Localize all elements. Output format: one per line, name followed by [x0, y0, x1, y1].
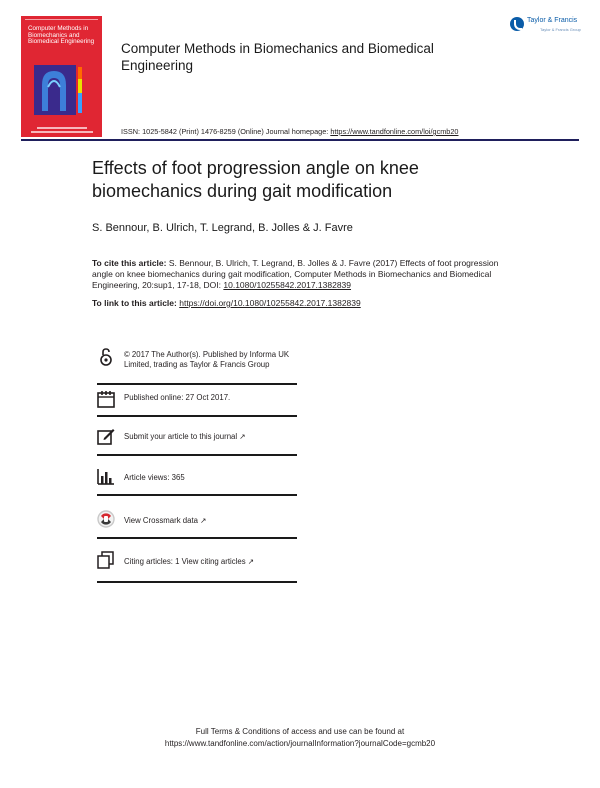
crossmark-link[interactable]	[124, 516, 304, 526]
published-date-text: Published online: 27 Oct 2017.	[124, 393, 231, 402]
open-access-icon	[97, 348, 115, 366]
citation-text: S. Bennour, B. Ulrich, T. Legrand, B. Jolles & J. Favre (2017) Effects of foot progression angle on knee biomechanics during gait modification, Computer Methods in Biomechanics and Biomedical Engineering, 20:sup1, 17-18, DOI:	[92, 258, 499, 291]
info-divider	[97, 537, 297, 539]
publisher-logo-icon	[510, 17, 524, 31]
external-link-icon: ↗	[239, 432, 246, 441]
external-link-icon: ↗	[200, 516, 207, 525]
published-item	[97, 388, 297, 413]
journal-homepage-link[interactable]: https://www.tandfonline.com/loi/gcmb20	[330, 127, 459, 136]
submit-article-link[interactable]	[124, 432, 304, 442]
cover-footer-line	[37, 127, 87, 129]
article-authors: S. Bennour, B. Ulrich, T. Legrand, B. Jolles & J. Favre	[92, 222, 353, 234]
license-item	[97, 347, 297, 387]
terms-footer-url[interactable]: https://www.tandfonline.com/action/journalInformation?journalCode=gcmb20	[164, 738, 436, 748]
citation	[92, 258, 512, 292]
terms-footer	[100, 726, 500, 749]
cover-image	[32, 61, 92, 119]
info-divider	[97, 454, 297, 456]
copy-icon	[97, 551, 115, 569]
publisher-logo-sub: Taylor & Francis Group	[540, 27, 581, 32]
info-divider	[97, 581, 297, 583]
calendar-icon	[97, 390, 115, 408]
journal-cover	[21, 16, 102, 137]
crossmark-label: View Crossmark data	[124, 516, 198, 525]
citing-articles-item[interactable]	[97, 549, 297, 574]
issn-line	[121, 127, 591, 136]
article-views-item	[97, 465, 297, 490]
info-divider	[97, 415, 297, 417]
publisher-logo[interactable]	[510, 15, 586, 37]
article-doi-url[interactable]: https://doi.org/10.1080/10255842.2017.1382839	[179, 298, 361, 308]
terms-footer-line: Full Terms & Conditions of access and use can be found at	[195, 727, 405, 736]
citing-articles-link[interactable]	[124, 557, 304, 567]
header-rule	[21, 139, 579, 141]
edit-icon	[97, 427, 115, 445]
journal-title: Computer Methods in Biomechanics and Biomedical Engineering	[121, 41, 434, 73]
external-link-icon: ↗	[247, 557, 255, 566]
article-title: Effects of foot progression angle on knee biomechanics during gait modification	[92, 158, 419, 201]
cover-footer-line	[31, 131, 93, 133]
info-divider	[97, 494, 297, 496]
crossmark-item[interactable]	[97, 508, 297, 533]
article-link-label: To link to this article:	[92, 298, 177, 308]
issn-text: ISSN: 1025-5842 (Print) 1476-8259 (Online) Journal homepage:	[121, 127, 331, 136]
bar-chart-icon	[97, 467, 115, 485]
article-views-text: Article views: 365	[124, 473, 185, 482]
article-link	[92, 298, 512, 308]
citing-articles-label: Citing articles: 1 View citing articles	[124, 557, 246, 566]
citation-doi-link[interactable]: 10.1080/10255842.2017.1382839	[223, 280, 352, 291]
publisher-logo-name: Taylor & Francis	[527, 17, 578, 24]
submit-article-label: Submit your article to this journal	[124, 432, 238, 441]
cover-journal-name: Computer Methods in Biomechanics and Biomedical Engineering	[28, 25, 95, 46]
info-divider	[97, 383, 297, 385]
citation-label: To cite this article:	[92, 258, 167, 268]
cover-header-line	[25, 19, 98, 23]
submit-article-item[interactable]	[97, 425, 297, 450]
license-text: © 2017 The Author(s). Published by Informa UK Limited, trading as Taylor & Francis Group	[124, 350, 290, 369]
crossmark-icon	[97, 510, 115, 528]
